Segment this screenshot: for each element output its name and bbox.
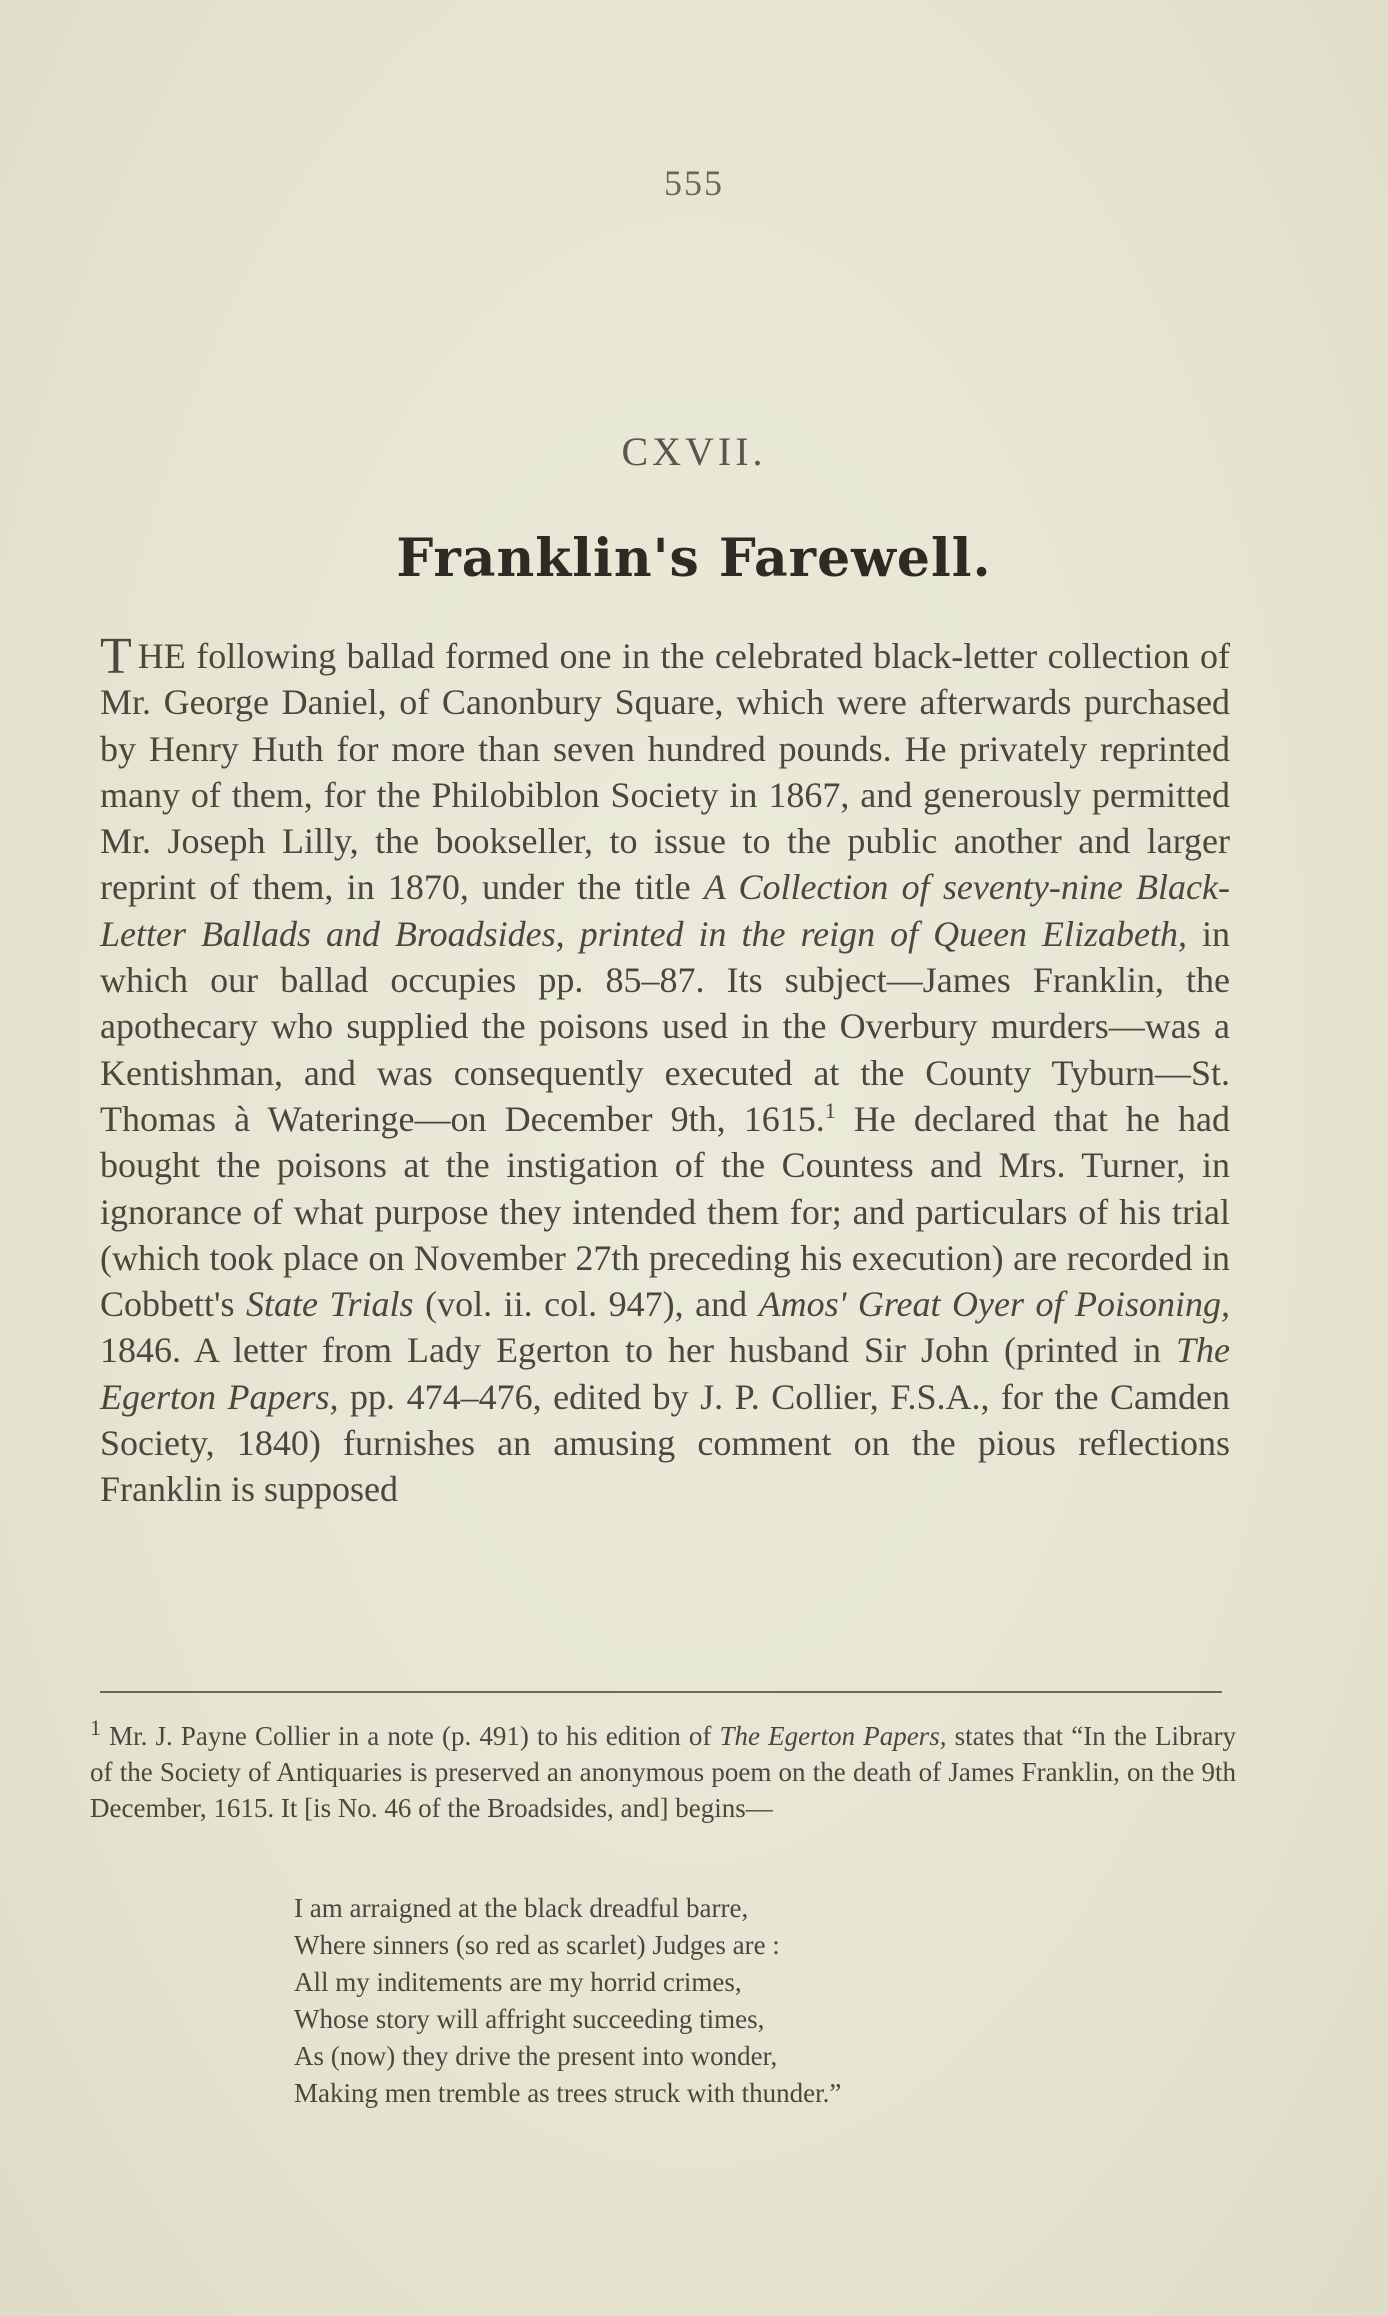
footnote-reference: 1 — [824, 1097, 836, 1123]
body-text-2: in which our ballad occupies pp. 85–87. Its subject—James Franklin, the apothecary who supplied the poisons used in the Overbury murders—was a Kentishman, and was consequently executed at the County Tyburn—St. Thomas à Wateringe—on December 9th, 1615. — [100, 913, 1230, 1139]
footnote-marker: 1 — [90, 1715, 101, 1740]
footnote-verse — [294, 1890, 1194, 2112]
footnote-text-1: Mr. J. Payne Collier in a note (p. 491) to his edition of — [101, 1721, 720, 1751]
footnote — [90, 1715, 1236, 1826]
body-italic-egerton: The Egerton Papers, — [100, 1330, 1230, 1417]
body-paragraph — [100, 628, 1231, 1513]
verse-line: I am arraigned at the black dreadful barre, — [294, 1893, 749, 1923]
footnote-divider — [100, 1691, 1222, 1693]
footnote-italic: The Egerton Papers, — [719, 1721, 947, 1751]
verse-line: All my inditements are my horrid crimes, — [294, 1967, 742, 1997]
body-text-5: 1846. A letter from Lady Egerton to her husband Sir John (printed in — [100, 1330, 1176, 1371]
chapter-number: CXVII. — [621, 429, 767, 474]
body-text-4: (vol. ii. col. 947), and — [413, 1284, 759, 1325]
body-italic-state-trials: State Trials — [246, 1284, 414, 1325]
footnote-text-2: states that “In the Library of the Society of Antiquaries is preserved an anonymous poem on the death of James Franklin, on the 9th December, 1615. It [is No. 46 of the Broadsides, and] begins— — [90, 1721, 1236, 1823]
verse-line: As (now) they drive the present into wonder, — [294, 2041, 778, 2071]
verse-line: Where sinners (so red as scarlet) Judges are : — [294, 1930, 780, 1960]
verse-line: Whose story will affright succeeding times, — [294, 2004, 765, 2034]
body-italic-title: A Collection of seventy-nine Black-Letter Ballads and Broadsides, printed in the reign of Queen Elizabeth, — [100, 867, 1230, 954]
body-italic-amos: Amos' Great Oyer of Poisoning, — [758, 1284, 1230, 1325]
page-number: 555 — [664, 163, 724, 203]
verse-line: Making men tremble as trees struck with thunder.” — [294, 2078, 842, 2108]
body-text-6: pp. 474–476, edited by J. P. Collier, F.S.A., for the Camden Society, 1840) furnishes an amusing comment on the pious reflections Franklin is supposed — [100, 1376, 1231, 1510]
drop-cap: T — [100, 628, 132, 685]
body-text-3: He declared that he had bought the poisons at the instigation of the Countess and Mrs. Turner, in ignorance of what purpose they intended them for; and particulars of his trial (which took place on November 27th preceding his execution) are recorded in Cobbett's — [100, 1098, 1230, 1325]
ballad-title: Franklin's Farewell. — [396, 528, 992, 589]
body-text-1: HE following ballad formed one in the celebrated black-letter collection of Mr. George Daniel, of Canonbury Square, which were afterwards purchased by Henry Huth for more than seven hundred pounds. He privately reprinted many of them, for the Philobiblon Society in 1867, and generously permitted Mr. Joseph Lilly, the bookseller, to issue to the public another and larger reprint of them, in 1870, under the title — [100, 636, 1230, 908]
